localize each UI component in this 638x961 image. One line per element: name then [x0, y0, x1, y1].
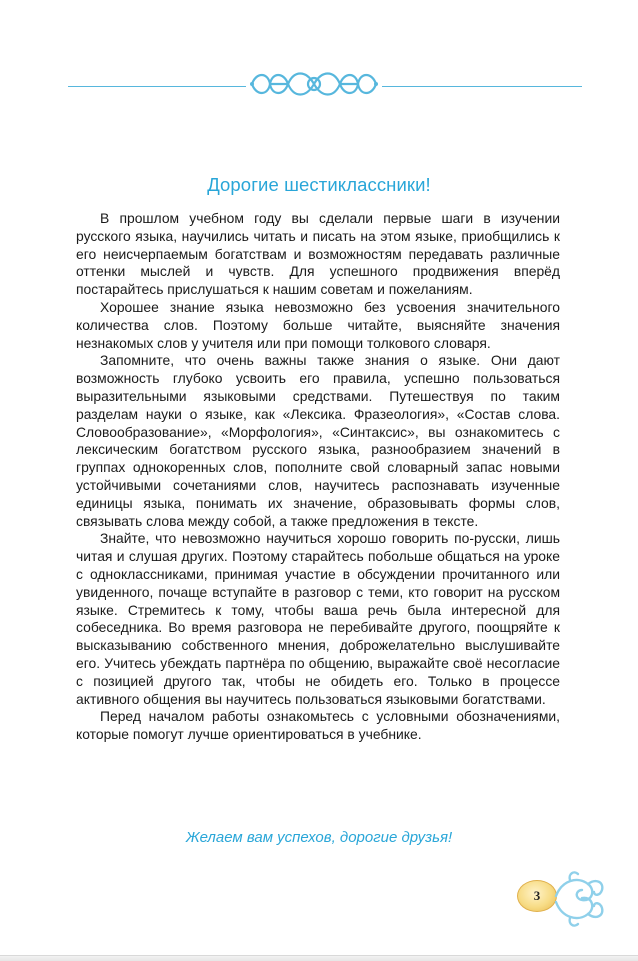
page-bottom-edge [0, 955, 638, 961]
closing-wish: Желаем вам успехов, дорогие друзья! [185, 829, 453, 846]
paragraph: Хорошее знание языка невозможно без усвоения значительного количества слов. Поэтому больше читайте, выясняйте значения незнакомых слов у учителя или при помощи толкового словаря. [76, 298, 560, 351]
header-rule-right [382, 86, 582, 87]
celtic-knot-ornament-icon [246, 62, 382, 106]
header-rule-left [68, 86, 246, 87]
paragraph: В прошлом учебном году вы сделали первые шаги в изучении русского языка, научились читать и писать на этом языке, приобщились к его неисчерпаемым богатствам и возможностям передавать различные оттенки мыслей и чувств. Для успешного продвижения вперёд постарайтесь прислушаться к нашим советам и пожеланиям. [76, 210, 560, 298]
paragraph: Запомните, что очень важны также знания о языке. Они дают возможность глубоко усвоить его правила, успешно пользоваться выразительными языковыми средствами. Путешествуя по таким разделам науки о языке, как «Лексика. Фразеология», «Состав слова. Словообразование», «Морфология», «Синтаксис», вы ознакомитесь с лексическим богатством русского языка, разнообразием значений в группах однокоренных слов, пополните свой словарный запас новыми устойчивыми сочетаниями слов, научитесь распознавать изученные единицы языка, понимать их значение, образовывать формы слов, связывать слова между собой, а также предложения в тексте. [76, 352, 560, 529]
page-title: Дорогие шестиклассники! [207, 174, 431, 195]
header-ornament [0, 62, 638, 106]
paragraph: Знайте, что невозможно научиться хорошо говорить по-русски, лишь читая и слушая других. Поэтому старайтесь побольше общаться на уроке с одноклассниками, принимая участие в обсуждении прочитанного или увиденного, почаще вступайте в разговор с теми, кто говорит на русском языке. Стремитесь к тому, чтобы ваша речь была интересной для собеседника. Во время разговора не перебивайте другого, поощряйте к высказыванию собственного мнения, доброжелательно выслушивайте его. Учитесь убеждать партнёра по общению, выражайте своё несогласие с позицией другого так, чтобы не обидеть его. Только в процессе активного общения вы научитесь пользоваться языковыми богатствами. [76, 530, 560, 707]
body-text [76, 210, 560, 744]
page-number: 3 [517, 880, 557, 912]
swirl-ornament-icon [548, 868, 608, 930]
paragraph: Перед началом работы ознакомьтесь с условными обозначениями, которые помогут лучше ориентироваться в учебнике. [76, 708, 560, 743]
